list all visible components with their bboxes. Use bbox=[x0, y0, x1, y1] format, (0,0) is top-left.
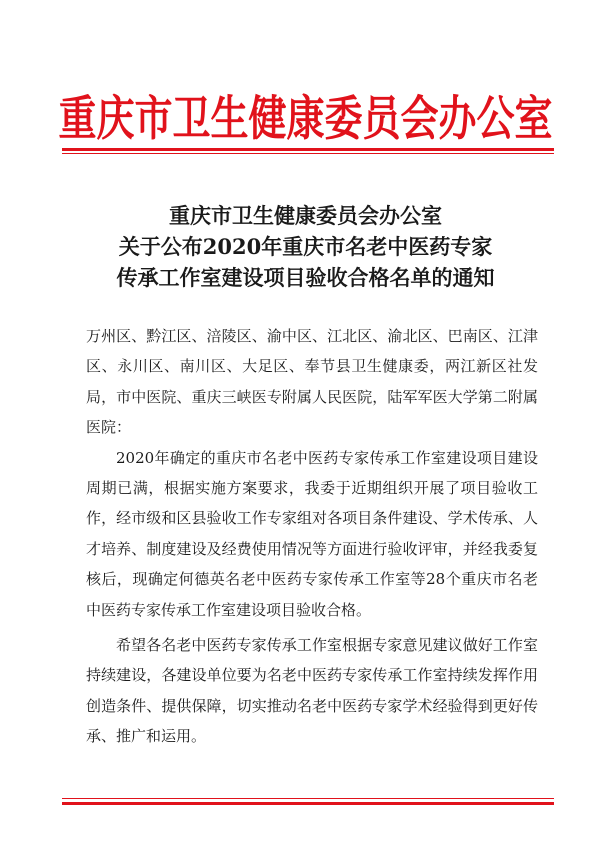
notice-body bbox=[86, 321, 538, 752]
body-paragraph-1: 2020年确定的重庆市名老中医药专家传承工作室建设项目建设周期已满，根据实施方案要求，我委于近期组织开展了项目验收工作，经市级和区县验收工作专家组对各项目条件建设、学术传承、人才培养、制度建设及经费使用情况等方面进行验收评审，并经我委复核后，现确定何德英名老中医药专家传承工作室等28个重庆市名老中医药专家传承工作室建设项目验收合格。 bbox=[86, 448, 538, 619]
notice-title-line-3: 传承工作室建设项目验收合格名单的通知 bbox=[116, 265, 495, 290]
masthead-title: 重庆市卫生健康委员会办公室 bbox=[58, 91, 553, 147]
header-rule-thin bbox=[62, 153, 554, 154]
notice-title-line-2: 关于公布2020年重庆市名老中医药专家 bbox=[118, 234, 493, 259]
notice-title bbox=[0, 200, 611, 293]
footer-rule-thin bbox=[62, 798, 554, 799]
footer-rule-thick bbox=[62, 802, 554, 805]
addressee-paragraph: 万州区、黔江区、涪陵区、渝中区、江北区、渝北区、巴南区、江津区、永川区、南川区、大足区、奉节县卫生健康委，两江新区社发局，市中医院、重庆三峡医专附属人民医院，陆军军医大学第二附属医院： bbox=[86, 327, 538, 437]
body-paragraph-2: 希望各名老中医药专家传承工作室根据专家意见建议做好工作室持续建设，各建设单位要为名老中医药专家传承工作室持续发挥作用创造条件、提供保障，切实推动名老中医药专家学术经验得到更好传承、推广和运用。 bbox=[86, 636, 538, 746]
notice-title-line-1: 重庆市卫生健康委员会办公室 bbox=[169, 203, 442, 228]
header-rule-thick bbox=[62, 148, 554, 151]
